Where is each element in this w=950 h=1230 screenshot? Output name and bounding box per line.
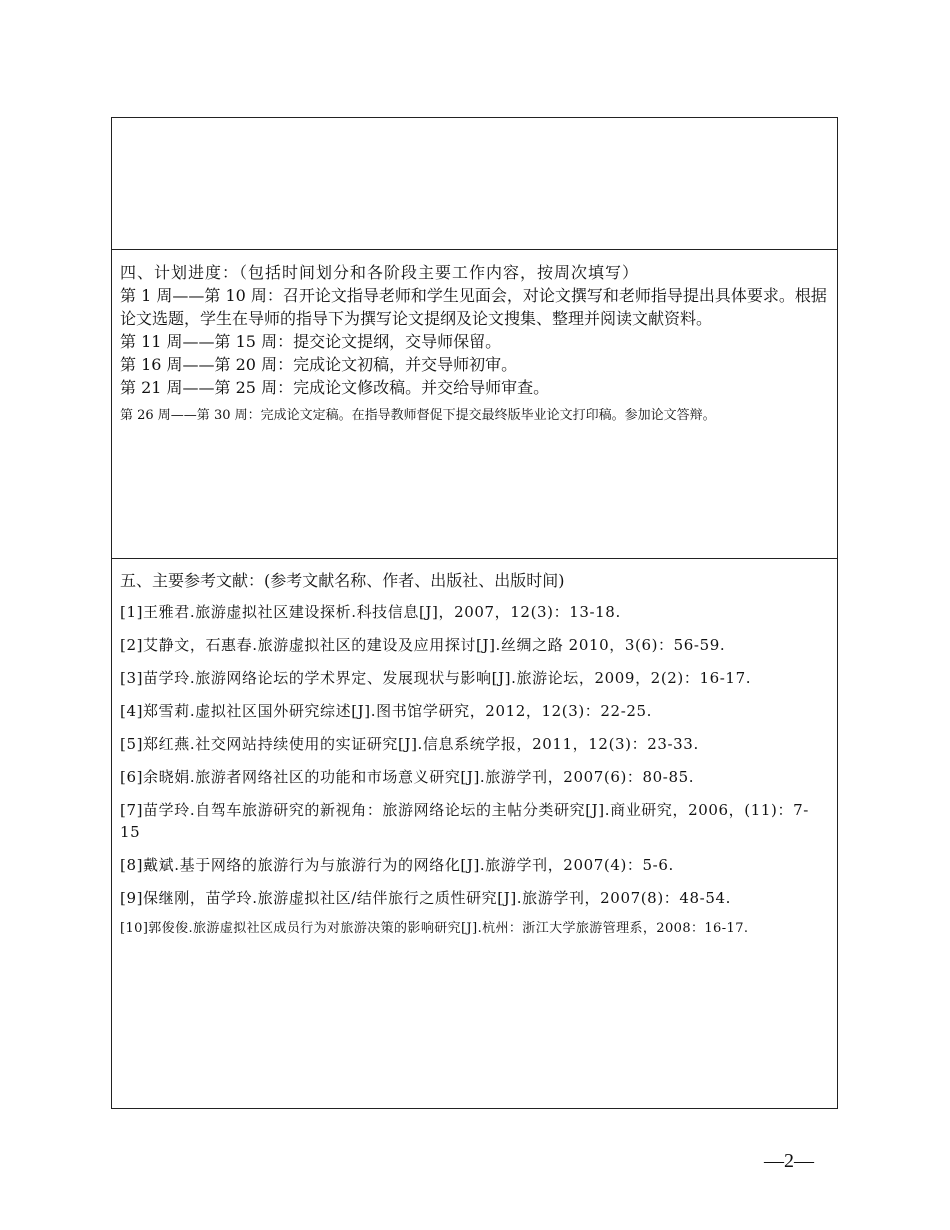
- references-heading: 五、主要参考文献：(参考文献名称、作者、出版社、出版时间): [120, 571, 565, 590]
- plan-heading: 四、计划进度：（包括时间划分和各阶段主要工作内容，按周次填写）: [120, 263, 640, 282]
- reference-item: [5]郑红燕.社交网站持续使用的实证研究[J].信息系统学报，2011，12(3)：23-33.: [120, 735, 699, 753]
- reference-item: [6]余晓娟.旅游者网络社区的功能和市场意义研究[J].旅游学刊，2007(6)：80-85.: [120, 768, 695, 786]
- reference-item: [7]苗学玲.自驾车旅游研究的新视角：旅游网络论坛的主帖分类研究[J].商业研究，2006，(11)：7-15: [120, 801, 809, 841]
- reference-item: [9]保继刚，苗学玲.旅游虚拟社区/结伴旅行之质性研究[J].旅游学刊，2007(8)：48-54.: [120, 889, 731, 907]
- plan-item: 第 11 周——第 15 周：提交论文提纲，交导师保留。: [120, 332, 502, 351]
- references-content: [120, 570, 827, 937]
- reference-item: [1]王雅君.旅游虚拟社区建设探析.科技信息[J]，2007，12(3)：13-18.: [120, 603, 621, 621]
- plan-item: 第 21 周——第 25 周：完成论文修改稿。并交给导师审查。: [120, 378, 550, 397]
- plan-item: 第 16 周——第 20 周：完成论文初稿，并交导师初审。: [120, 355, 518, 374]
- reference-item-final: [10]郭俊俊.旅游虚拟社区成员行为对旅游决策的影响研究[J].杭州：浙江大学旅游管理系，2008：16-17.: [120, 921, 749, 936]
- plan-section: [112, 249, 837, 559]
- plan-item: 第 1 周——第 10 周：召开论文指导老师和学生见面会，对论文撰写和老师指导提出具体要求。根据论文选题，学生在导师的指导下为撰写论文提纲及论文搜集、整理并阅读文献资料。: [120, 286, 827, 328]
- references-section: [112, 558, 837, 1108]
- plan-content: [120, 261, 829, 425]
- form-table: [111, 117, 838, 1109]
- reference-item: [4]郑雪莉.虚拟社区国外研究综述[J].图书馆学研究，2012，12(3)：22-25.: [120, 702, 653, 720]
- plan-item-final: 第 26 周——第 30 周：完成论文定稿。在指导教师督促下提交最终版毕业论文打印稿。参加论文答辩。: [120, 408, 716, 423]
- reference-item: [2]艾静文，石惠春.旅游虚拟社区的建设及应用探讨[J].丝绸之路 2010，3(6)：56-59.: [120, 636, 726, 654]
- reference-item: [8]戴斌.基于网络的旅游行为与旅游行为的网络化[J].旅游学刊，2007(4)：5-6.: [120, 856, 674, 874]
- page-number: —2—: [764, 1150, 814, 1172]
- blank-section: [112, 118, 837, 250]
- reference-item: [3]苗学玲.旅游网络论坛的学术界定、发展现状与影响[J].旅游论坛，2009，2(2)：16-17.: [120, 669, 752, 687]
